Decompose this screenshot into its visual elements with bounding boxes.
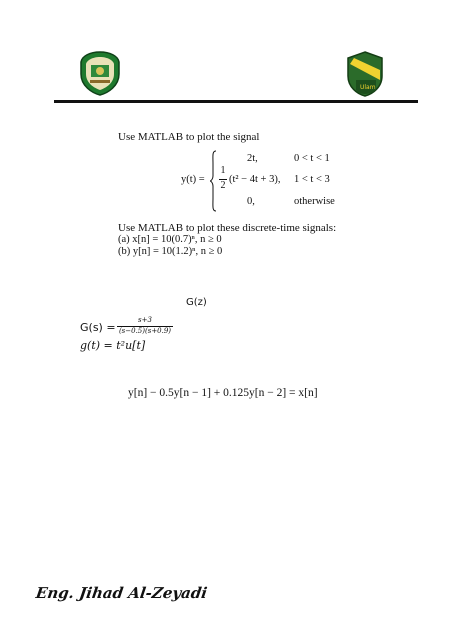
piecewise-row2-expr: (t² − 4t + 3),: [229, 174, 281, 185]
problem2-instruction: Use MATLAB to plot these discrete-time signals:: [118, 222, 337, 234]
gs-numerator: s+3: [138, 316, 152, 324]
piecewise-half-den: 2: [220, 180, 226, 191]
problem2-part-b: (b) y[n] = 10(1.2)ⁿ, n ≥ 0: [118, 246, 223, 257]
right-logo-label: Ulam: [360, 84, 376, 91]
piecewise-brace: [209, 150, 217, 212]
piecewise-row2-cond: 1 < t < 3: [294, 174, 330, 185]
piecewise-lhs: y(t) =: [181, 174, 205, 185]
piecewise-row1-expr: 2t,: [247, 153, 258, 164]
piecewise-row1-cond: 0 < t < 1: [294, 153, 330, 164]
piecewise-half-num: 1: [220, 165, 226, 176]
author-signature: Eng. Jihad Al-Zeyadi: [34, 584, 209, 602]
difference-equation: y[n] − 0.5y[n − 1] + 0.125y[n − 2] = x[n]: [128, 387, 318, 399]
gt-equation: g(t) = t²u[t]: [80, 339, 146, 352]
piecewise-row3-expr: 0,: [247, 196, 255, 207]
left-university-logo: [78, 50, 122, 96]
gs-denominator: (s−0.5)(s+0.9): [118, 327, 172, 335]
gs-lhs: G(s) =: [80, 321, 116, 334]
gz-heading: G(z): [186, 297, 207, 308]
piecewise-row3-cond: otherwise: [294, 196, 335, 207]
right-university-logo: [346, 50, 384, 98]
problem1-instruction: Use MATLAB to plot the signal: [118, 131, 260, 143]
header-divider: [54, 100, 418, 103]
problem2-part-a: (a) x[n] = 10(0.7)ⁿ, n ≥ 0: [118, 234, 222, 245]
